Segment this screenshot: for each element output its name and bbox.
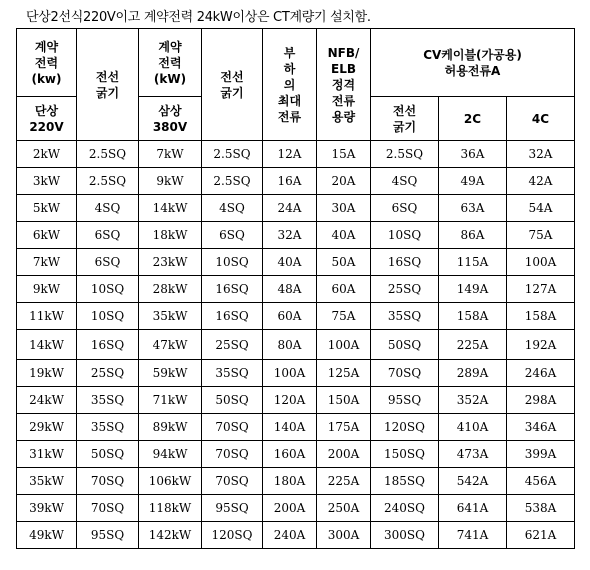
cell-cv-4c: 456A <box>507 468 575 495</box>
table-row <box>17 303 575 330</box>
header-cv-wire-size: 전선 굵기 <box>371 97 439 141</box>
cell-three-contract: 7kW <box>139 141 202 168</box>
cell-cv-4c: 399A <box>507 441 575 468</box>
cell-wire-size-three: 10SQ <box>202 249 263 276</box>
cell-three-contract: 23kW <box>139 249 202 276</box>
cell-max-load-current: 140A <box>263 414 317 441</box>
table-row <box>17 249 575 276</box>
header-three-phase: 삼상 380V <box>139 97 202 141</box>
cell-cv-wire-size: 150SQ <box>371 441 439 468</box>
cell-wire-size-three: 2.5SQ <box>202 141 263 168</box>
cell-cv-4c: 32A <box>507 141 575 168</box>
cell-cv-wire-size: 10SQ <box>371 222 439 249</box>
cell-cv-4c: 75A <box>507 222 575 249</box>
cell-cv-4c: 127A <box>507 276 575 303</box>
cell-three-contract: 59kW <box>139 360 202 387</box>
cell-cv-4c: 192A <box>507 330 575 360</box>
cell-cv-wire-size: 300SQ <box>371 522 439 549</box>
cell-max-load-current: 60A <box>263 303 317 330</box>
header-single-contract: 계약 전력 (kw) <box>17 29 77 97</box>
cell-wire-size-three: 2.5SQ <box>202 168 263 195</box>
cell-cv-4c: 298A <box>507 387 575 414</box>
page-title: 단상2선식220V이고 계약전력 24kW이상은 CT계량기 설치함. <box>26 10 371 25</box>
cell-cv-2c: 542A <box>439 468 507 495</box>
cell-breaker-rating: 150A <box>317 387 371 414</box>
cell-single-contract: 3kW <box>17 168 77 195</box>
cell-cv-4c: 54A <box>507 195 575 222</box>
cell-wire-size-three: 6SQ <box>202 222 263 249</box>
cell-wire-size-three: 25SQ <box>202 330 263 360</box>
cell-cv-2c: 63A <box>439 195 507 222</box>
cell-three-contract: 18kW <box>139 222 202 249</box>
cell-cv-4c: 621A <box>507 522 575 549</box>
cell-cv-wire-size: 6SQ <box>371 195 439 222</box>
cell-wire-size-three: 70SQ <box>202 468 263 495</box>
cell-single-contract: 7kW <box>17 249 77 276</box>
cell-three-contract: 106kW <box>139 468 202 495</box>
cell-cv-2c: 410A <box>439 414 507 441</box>
header-single-phase: 단상 220V <box>17 97 77 141</box>
cell-breaker-rating: 15A <box>317 141 371 168</box>
cell-three-contract: 89kW <box>139 414 202 441</box>
cell-three-contract: 142kW <box>139 522 202 549</box>
cell-max-load-current: 24A <box>263 195 317 222</box>
cell-max-load-current: 12A <box>263 141 317 168</box>
table-row <box>17 468 575 495</box>
cell-wire-size-single: 10SQ <box>77 276 139 303</box>
cell-cv-wire-size: 2.5SQ <box>371 141 439 168</box>
cell-max-load-current: 40A <box>263 249 317 276</box>
cell-three-contract: 9kW <box>139 168 202 195</box>
cell-cv-2c: 149A <box>439 276 507 303</box>
cell-cv-2c: 741A <box>439 522 507 549</box>
cell-max-load-current: 240A <box>263 522 317 549</box>
cell-wire-size-three: 70SQ <box>202 441 263 468</box>
cell-cv-2c: 473A <box>439 441 507 468</box>
cell-wire-size-three: 70SQ <box>202 414 263 441</box>
cell-cv-4c: 158A <box>507 303 575 330</box>
table-row <box>17 276 575 303</box>
cell-cv-wire-size: 120SQ <box>371 414 439 441</box>
cell-breaker-rating: 30A <box>317 195 371 222</box>
cell-cv-2c: 36A <box>439 141 507 168</box>
cell-breaker-rating: 60A <box>317 276 371 303</box>
cell-cv-4c: 538A <box>507 495 575 522</box>
cell-breaker-rating: 40A <box>317 222 371 249</box>
cell-wire-size-three: 50SQ <box>202 387 263 414</box>
cell-cv-2c: 225A <box>439 330 507 360</box>
cell-cv-wire-size: 16SQ <box>371 249 439 276</box>
cell-wire-size-three: 16SQ <box>202 303 263 330</box>
cell-wire-size-single: 4SQ <box>77 195 139 222</box>
cell-wire-size-single: 50SQ <box>77 441 139 468</box>
cell-max-load-current: 48A <box>263 276 317 303</box>
cell-cv-2c: 49A <box>439 168 507 195</box>
cell-single-contract: 14kW <box>17 330 77 360</box>
cell-three-contract: 94kW <box>139 441 202 468</box>
cell-three-contract: 14kW <box>139 195 202 222</box>
cell-wire-size-three: 4SQ <box>202 195 263 222</box>
cell-wire-size-single: 70SQ <box>77 495 139 522</box>
cell-single-contract: 24kW <box>17 387 77 414</box>
cell-breaker-rating: 20A <box>317 168 371 195</box>
cell-cv-wire-size: 95SQ <box>371 387 439 414</box>
cell-single-contract: 2kW <box>17 141 77 168</box>
cell-wire-size-single: 6SQ <box>77 249 139 276</box>
cell-max-load-current: 100A <box>263 360 317 387</box>
cell-three-contract: 47kW <box>139 330 202 360</box>
cell-wire-size-single: 10SQ <box>77 303 139 330</box>
table-row <box>17 141 575 168</box>
cell-cv-4c: 100A <box>507 249 575 276</box>
cell-breaker-rating: 75A <box>317 303 371 330</box>
header-max-load-current: 부 하 의 최대 전류 <box>263 29 317 141</box>
cell-breaker-rating: 50A <box>317 249 371 276</box>
cell-max-load-current: 16A <box>263 168 317 195</box>
header-wire-size-three: 전선 굵기 <box>202 29 263 141</box>
cell-breaker-rating: 300A <box>317 522 371 549</box>
table-row <box>17 360 575 387</box>
header-breaker-rating: NFB/ ELB 정격 전류 용량 <box>317 29 371 141</box>
cell-single-contract: 29kW <box>17 414 77 441</box>
cell-breaker-rating: 100A <box>317 330 371 360</box>
cell-single-contract: 9kW <box>17 276 77 303</box>
wire-spec-table <box>16 28 575 549</box>
cell-wire-size-single: 95SQ <box>77 522 139 549</box>
table-row <box>17 387 575 414</box>
cell-breaker-rating: 225A <box>317 468 371 495</box>
cell-wire-size-three: 16SQ <box>202 276 263 303</box>
cell-cv-wire-size: 50SQ <box>371 330 439 360</box>
cell-cv-wire-size: 185SQ <box>371 468 439 495</box>
cell-cv-wire-size: 35SQ <box>371 303 439 330</box>
cell-wire-size-single: 70SQ <box>77 468 139 495</box>
cell-single-contract: 35kW <box>17 468 77 495</box>
cell-cv-wire-size: 240SQ <box>371 495 439 522</box>
cell-cv-2c: 641A <box>439 495 507 522</box>
cell-max-load-current: 200A <box>263 495 317 522</box>
table-row <box>17 222 575 249</box>
cell-max-load-current: 32A <box>263 222 317 249</box>
table-row <box>17 522 575 549</box>
cell-cv-2c: 352A <box>439 387 507 414</box>
cell-three-contract: 28kW <box>139 276 202 303</box>
cell-breaker-rating: 125A <box>317 360 371 387</box>
cell-cv-2c: 86A <box>439 222 507 249</box>
cell-wire-size-single: 25SQ <box>77 360 139 387</box>
cell-breaker-rating: 200A <box>317 441 371 468</box>
cell-wire-size-single: 2.5SQ <box>77 168 139 195</box>
cell-wire-size-single: 16SQ <box>77 330 139 360</box>
cell-wire-size-three: 120SQ <box>202 522 263 549</box>
cell-wire-size-three: 35SQ <box>202 360 263 387</box>
table-row <box>17 495 575 522</box>
cell-cv-wire-size: 25SQ <box>371 276 439 303</box>
cell-cv-wire-size: 70SQ <box>371 360 439 387</box>
cell-cv-2c: 115A <box>439 249 507 276</box>
header-cv-2c: 2C <box>439 97 507 141</box>
cell-wire-size-single: 35SQ <box>77 414 139 441</box>
cell-max-load-current: 80A <box>263 330 317 360</box>
table-row <box>17 330 575 360</box>
table-row <box>17 414 575 441</box>
header-cv-cable-group: CV케이블(가공용) 허용전류A <box>371 29 575 97</box>
cell-wire-size-three: 95SQ <box>202 495 263 522</box>
table-row <box>17 168 575 195</box>
cell-max-load-current: 120A <box>263 387 317 414</box>
header-wire-size-single: 전선 굵기 <box>77 29 139 141</box>
cell-wire-size-single: 6SQ <box>77 222 139 249</box>
cell-max-load-current: 160A <box>263 441 317 468</box>
cell-breaker-rating: 175A <box>317 414 371 441</box>
cell-cv-2c: 158A <box>439 303 507 330</box>
cell-three-contract: 118kW <box>139 495 202 522</box>
cell-cv-4c: 346A <box>507 414 575 441</box>
cell-wire-size-single: 2.5SQ <box>77 141 139 168</box>
table-row <box>17 195 575 222</box>
cell-three-contract: 71kW <box>139 387 202 414</box>
cell-wire-size-single: 35SQ <box>77 387 139 414</box>
cell-cv-4c: 42A <box>507 168 575 195</box>
cell-single-contract: 31kW <box>17 441 77 468</box>
cell-single-contract: 5kW <box>17 195 77 222</box>
cell-cv-wire-size: 4SQ <box>371 168 439 195</box>
cell-single-contract: 6kW <box>17 222 77 249</box>
cell-three-contract: 35kW <box>139 303 202 330</box>
cell-max-load-current: 180A <box>263 468 317 495</box>
cell-single-contract: 11kW <box>17 303 77 330</box>
header-cv-4c: 4C <box>507 97 575 141</box>
cell-single-contract: 19kW <box>17 360 77 387</box>
cell-single-contract: 39kW <box>17 495 77 522</box>
cell-cv-2c: 289A <box>439 360 507 387</box>
cell-breaker-rating: 250A <box>317 495 371 522</box>
cell-single-contract: 49kW <box>17 522 77 549</box>
header-three-contract: 계약 전력 (kW) <box>139 29 202 97</box>
table-row <box>17 441 575 468</box>
cell-cv-4c: 246A <box>507 360 575 387</box>
